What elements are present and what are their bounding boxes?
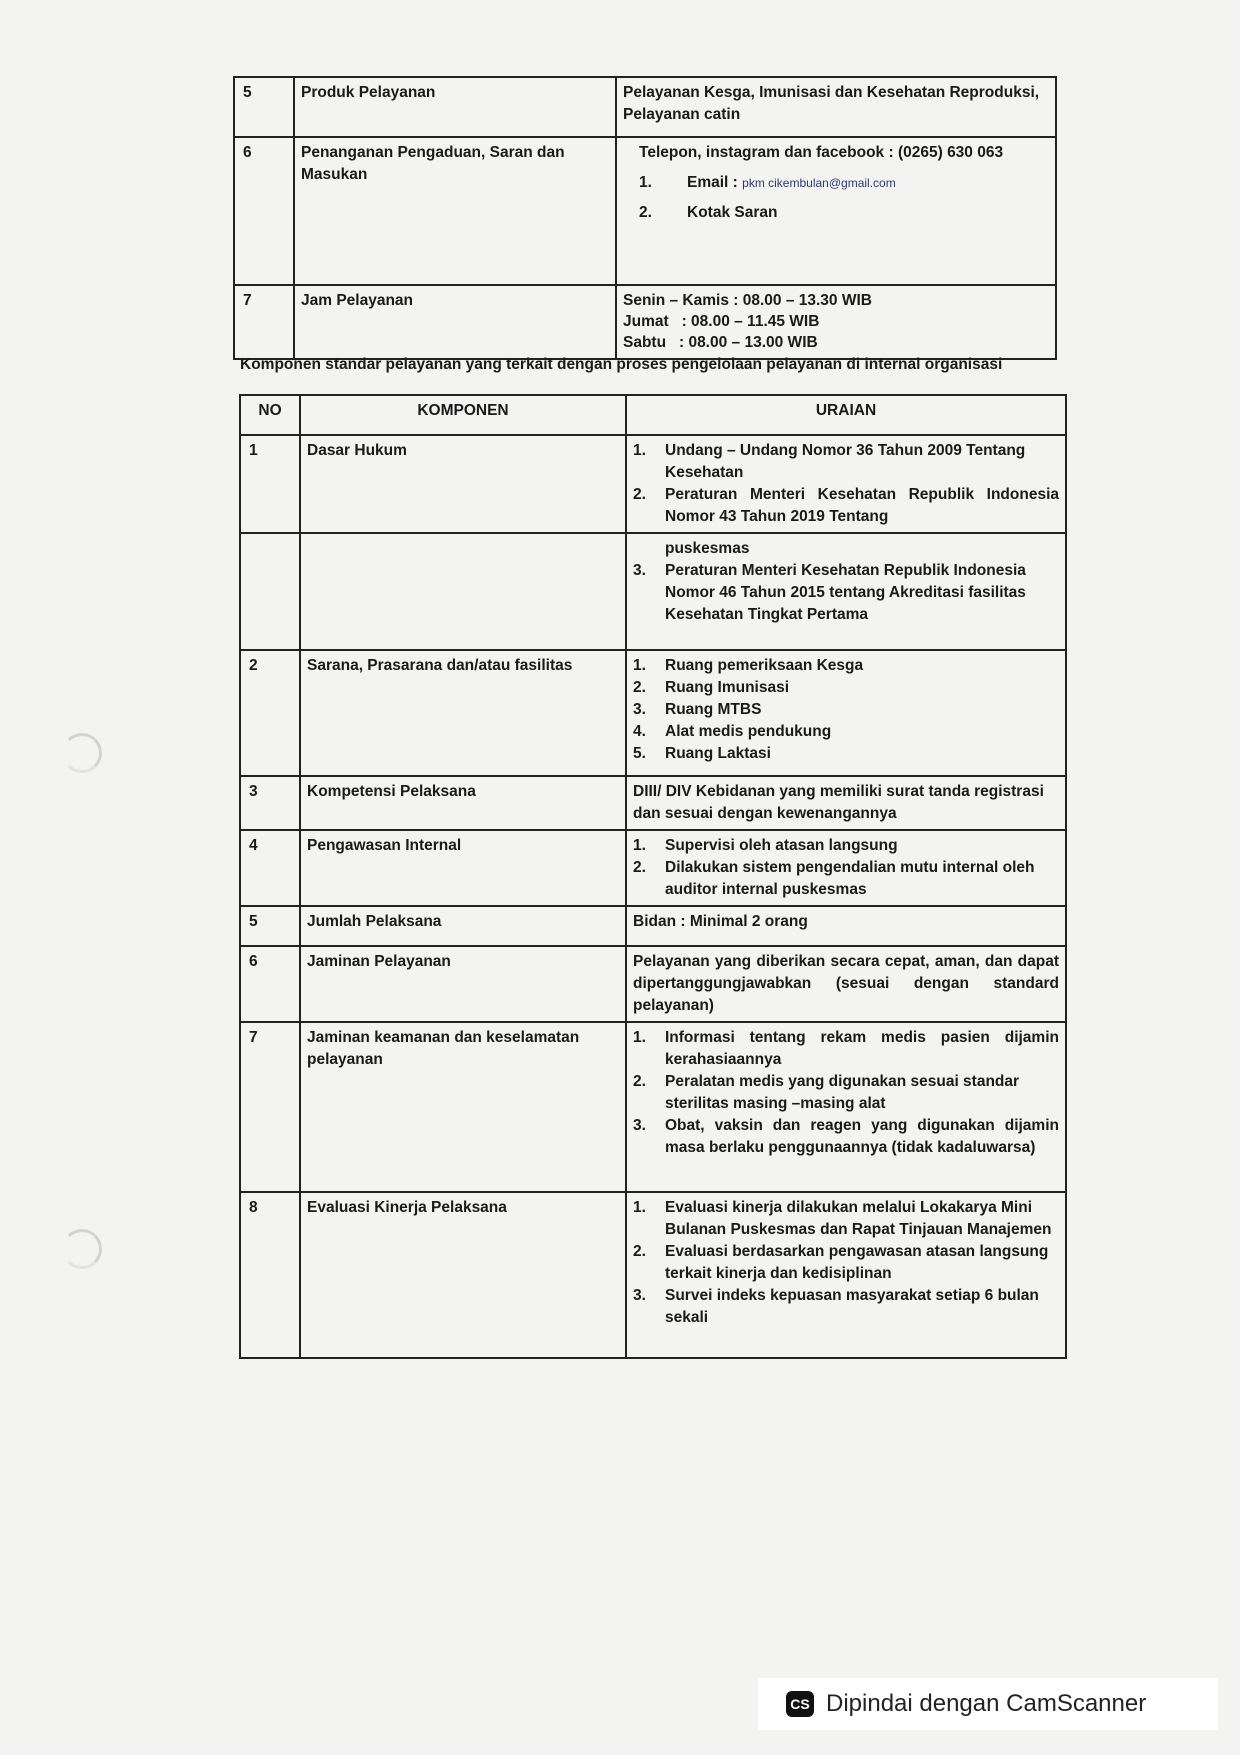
list-item: 2. Dilakukan sistem pengendalian mutu internal oleh auditor internal puskesmas bbox=[633, 859, 1035, 898]
table-row bbox=[240, 533, 1066, 650]
row-komponen: Sarana, Prasarana dan/atau fasilitas bbox=[300, 650, 626, 776]
email-value: pkm cikembulan@gmail.com bbox=[742, 176, 896, 190]
list-item: 1. Undang – Undang Nomor 36 Tahun 2009 Tentang Kesehatan bbox=[633, 442, 1026, 481]
uraian-list bbox=[633, 1197, 1059, 1329]
camscanner-logo-icon: CS bbox=[786, 1691, 814, 1717]
row-number: 2 bbox=[240, 650, 300, 776]
table-row bbox=[240, 1192, 1066, 1358]
table-row bbox=[240, 906, 1066, 946]
schedule-line: Senin – Kamis : 08.00 – 13.30 WIB bbox=[623, 292, 872, 309]
header-uraian: URAIAN bbox=[626, 395, 1066, 435]
header-no: NO bbox=[240, 395, 300, 435]
contact-list bbox=[623, 172, 1049, 224]
row-komponen: Penanganan Pengaduan, Saran dan Masukan bbox=[294, 137, 616, 285]
row-uraian bbox=[626, 435, 1066, 533]
row-uraian bbox=[616, 285, 1056, 359]
service-info-table bbox=[233, 76, 1057, 360]
section-caption: Komponen standar pelayanan yang terkait dengan proses pengelolaan pelayanan di internal organisasi bbox=[240, 356, 1003, 373]
header-komponen: KOMPONEN bbox=[300, 395, 626, 435]
table-row bbox=[234, 285, 1056, 359]
list-item: 1. Supervisi oleh atasan langsung bbox=[633, 837, 898, 854]
watermark-text: Dipindai dengan CamScanner bbox=[826, 1690, 1147, 1717]
row-number: 7 bbox=[240, 1022, 300, 1192]
row-komponen bbox=[300, 533, 626, 650]
row-number: 7 bbox=[234, 285, 294, 359]
row-komponen: Jaminan keamanan dan keselamatan pelayanan bbox=[300, 1022, 626, 1192]
row-number: 8 bbox=[240, 1192, 300, 1358]
row-komponen: Dasar Hukum bbox=[300, 435, 626, 533]
row-number: 6 bbox=[234, 137, 294, 285]
row-komponen: Kompetensi Pelaksana bbox=[300, 776, 626, 830]
uraian-list bbox=[633, 655, 1059, 765]
uraian-list bbox=[633, 560, 1059, 626]
list-item: 3. Obat, vaksin dan reagen yang digunakan dijamin masa berlaku penggunaannya (tidak kadaluwarsa) bbox=[633, 1117, 1059, 1156]
row-number: 5 bbox=[240, 906, 300, 946]
list-item: 1. Evaluasi kinerja dilakukan melalui Lokakarya Mini Bulanan Puskesmas dan Rapat Tinjauan Manajemen bbox=[633, 1199, 1052, 1238]
row-number bbox=[240, 533, 300, 650]
row-uraian: DIII/ DIV Kebidanan yang memiliki surat tanda registrasi dan sesuai dengan kewenangannya bbox=[626, 776, 1066, 830]
table-row bbox=[240, 1022, 1066, 1192]
uraian-list bbox=[633, 440, 1059, 528]
list-item: 2. Evaluasi berdasarkan pengawasan atasan langsung terkait kinerja dan kedisiplinan bbox=[633, 1243, 1049, 1282]
row-komponen: Pengawasan Internal bbox=[300, 830, 626, 906]
row-number: 1 bbox=[240, 435, 300, 533]
table-row bbox=[234, 137, 1056, 285]
punch-hole-mark bbox=[62, 1229, 102, 1269]
email-label: Email : bbox=[687, 174, 743, 191]
row-uraian: Pelayanan yang diberikan secara cepat, aman, dan dapat dipertanggungjawabkan (sesuai dengan standard pelayanan) bbox=[626, 946, 1066, 1022]
uraian-list bbox=[633, 1027, 1059, 1159]
table-row bbox=[240, 830, 1066, 906]
schedule-line: Sabtu : 08.00 – 13.00 WIB bbox=[623, 334, 818, 351]
table-row bbox=[240, 776, 1066, 830]
row-number: 3 bbox=[240, 776, 300, 830]
schedule-line: Jumat : 08.00 – 11.45 WIB bbox=[623, 313, 820, 330]
table-row bbox=[234, 77, 1056, 137]
row-number: 4 bbox=[240, 830, 300, 906]
row-number: 6 bbox=[240, 946, 300, 1022]
row-komponen: Produk Pelayanan bbox=[294, 77, 616, 137]
uraian-list bbox=[633, 835, 1059, 901]
list-item: 2. Kotak Saran bbox=[639, 204, 778, 221]
list-item: 4. Alat medis pendukung bbox=[633, 723, 832, 740]
list-item: 2. Ruang Imunisasi bbox=[633, 679, 790, 696]
table-row bbox=[240, 946, 1066, 1022]
row-komponen: Jam Pelayanan bbox=[294, 285, 616, 359]
list-item: 1. Ruang pemeriksaan Kesga bbox=[633, 657, 864, 674]
contact-intro: Telepon, instagram dan facebook : (0265) 630 063 bbox=[639, 144, 1004, 161]
table-row bbox=[240, 435, 1066, 533]
list-item: 5. Ruang Laktasi bbox=[633, 745, 771, 762]
list-item: 2. Peraturan Menteri Kesehatan Republik Indonesia Nomor 43 Tahun 2019 Tentang bbox=[633, 486, 1059, 525]
list-item: 3. Ruang MTBS bbox=[633, 701, 762, 718]
row-uraian: Pelayanan Kesga, Imunisasi dan Kesehatan Reproduksi, Pelayanan catin bbox=[616, 77, 1056, 137]
row-uraian bbox=[626, 1192, 1066, 1358]
table-header-row bbox=[240, 395, 1066, 435]
internal-component-table bbox=[239, 394, 1067, 1359]
continued-text: puskesmas bbox=[665, 540, 750, 557]
list-item: 2. Peralatan medis yang digunakan sesuai standar sterilitas masing –masing alat bbox=[633, 1073, 1020, 1112]
row-uraian bbox=[626, 1022, 1066, 1192]
list-item: 3. Peraturan Menteri Kesehatan Republik Indonesia Nomor 46 Tahun 2015 tentang Akreditasi fasilitas Kesehatan Tingkat Pertama bbox=[633, 562, 1026, 623]
row-number: 5 bbox=[234, 77, 294, 137]
list-item: 1. Email : pkm cikembulan@gmail.com bbox=[639, 174, 896, 191]
punch-hole-mark bbox=[62, 733, 102, 773]
row-uraian bbox=[626, 650, 1066, 776]
row-uraian bbox=[626, 533, 1066, 650]
row-uraian: Bidan : Minimal 2 orang bbox=[626, 906, 1066, 946]
row-komponen: Jumlah Pelaksana bbox=[300, 906, 626, 946]
camscanner-watermark bbox=[758, 1678, 1218, 1730]
list-item: 1. Informasi tentang rekam medis pasien dijamin kerahasiaannya bbox=[633, 1029, 1059, 1068]
row-uraian bbox=[616, 137, 1056, 285]
row-komponen: Evaluasi Kinerja Pelaksana bbox=[300, 1192, 626, 1358]
row-komponen: Jaminan Pelayanan bbox=[300, 946, 626, 1022]
list-item: 3. Survei indeks kepuasan masyarakat setiap 6 bulan sekali bbox=[633, 1287, 1039, 1326]
row-uraian bbox=[626, 830, 1066, 906]
table-row bbox=[240, 650, 1066, 776]
